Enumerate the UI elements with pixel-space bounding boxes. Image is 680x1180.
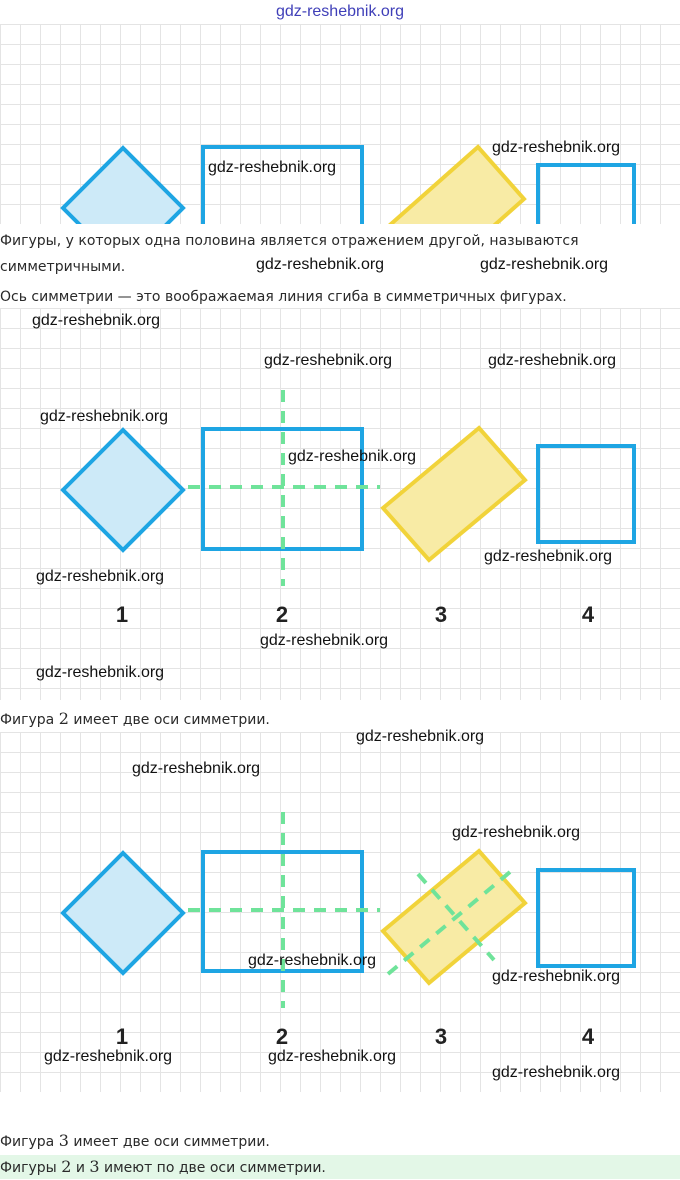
final-answer — [0, 1155, 680, 1179]
watermark: gdz-reshebnik.org — [492, 1064, 621, 1081]
watermark: gdz-reshebnik.org — [260, 632, 389, 649]
conclusion-text-prefix: Фигура — [0, 712, 59, 728]
figure-number: 2 — [58, 709, 69, 728]
watermark: gdz-reshebnik.org — [132, 760, 261, 777]
watermark: gdz-reshebnik.org — [256, 256, 385, 273]
square-shape-4 — [538, 446, 634, 542]
site-header-link[interactable]: gdz-reshebnik.org — [275, 3, 405, 20]
watermark: gdz-reshebnik.org — [36, 568, 165, 585]
square-shape-4 — [538, 870, 634, 966]
conclusion-text-prefix: Фигура — [0, 1134, 59, 1150]
watermark: gdz-reshebnik.org — [208, 159, 337, 176]
figure-label-4: 4 — [581, 602, 595, 627]
watermark: gdz-reshebnik.org — [452, 824, 581, 841]
watermark: gdz-reshebnik.org — [32, 312, 161, 329]
watermark: gdz-reshebnik.org — [492, 968, 621, 985]
answer-text-b: и — [71, 1160, 90, 1176]
watermark: gdz-reshebnik.org — [36, 664, 165, 681]
figure-label-1: 1 — [115, 602, 129, 627]
watermark: gdz-reshebnik.org — [264, 352, 393, 369]
watermark: gdz-reshebnik.org — [248, 952, 377, 969]
watermark: gdz-reshebnik.org — [268, 1048, 397, 1065]
watermark: gdz-reshebnik.org — [488, 352, 617, 369]
watermark: gdz-reshebnik.org — [44, 1048, 173, 1065]
figure-label-3: 3 — [434, 602, 448, 627]
watermark: gdz-reshebnik.org — [40, 408, 169, 425]
figure-label-3: 3 — [434, 1024, 448, 1049]
figure-shapes-3 — [0, 732, 680, 1092]
figure-grid-cropped — [0, 24, 680, 224]
figure-label-4: 4 — [581, 1024, 595, 1049]
figure-2-conclusion — [0, 708, 680, 731]
figure-3-conclusion — [0, 1130, 680, 1153]
watermark: gdz-reshebnik.org — [288, 448, 417, 465]
answer-number-1: 2 — [61, 1157, 72, 1176]
figure-label-2: 2 — [275, 1024, 289, 1049]
answer-number-2: 3 — [89, 1157, 100, 1176]
watermark: gdz-reshebnik.org — [484, 548, 613, 565]
definition-line-1: Фигуры, у которых одна половина является отражением другой, называются — [0, 233, 579, 249]
watermark: gdz-reshebnik.org — [480, 256, 609, 273]
figure-label-1: 1 — [115, 1024, 129, 1049]
figure-label-2: 2 — [275, 602, 289, 627]
conclusion-text-suffix: имеет две оси симметрии. — [68, 1134, 270, 1150]
watermark: gdz-reshebnik.org — [356, 728, 485, 745]
diamond-shape-1 — [63, 430, 183, 550]
figure-shapes-cropped — [0, 24, 680, 224]
axis-definition-paragraph — [0, 286, 680, 308]
answer-text-c: имеют по две оси симметрии. — [99, 1160, 326, 1176]
diamond-shape-1 — [63, 148, 183, 224]
axis-definition-text: Ось симметрии — это воображаемая линия сгиба в симметричных фигурах. — [0, 289, 567, 305]
diamond-shape-1 — [63, 853, 183, 973]
answer-text-a: Фигуры — [0, 1160, 62, 1176]
square-shape-4 — [538, 165, 634, 224]
definition-line-2: симметричными. — [0, 259, 126, 275]
figure-grid-3 — [0, 732, 680, 1092]
conclusion-text-suffix: имеет две оси симметрии. — [68, 712, 270, 728]
parallelogram-shape-3 — [382, 147, 524, 224]
figure-number: 3 — [58, 1131, 69, 1150]
watermark: gdz-reshebnik.org — [492, 139, 621, 156]
